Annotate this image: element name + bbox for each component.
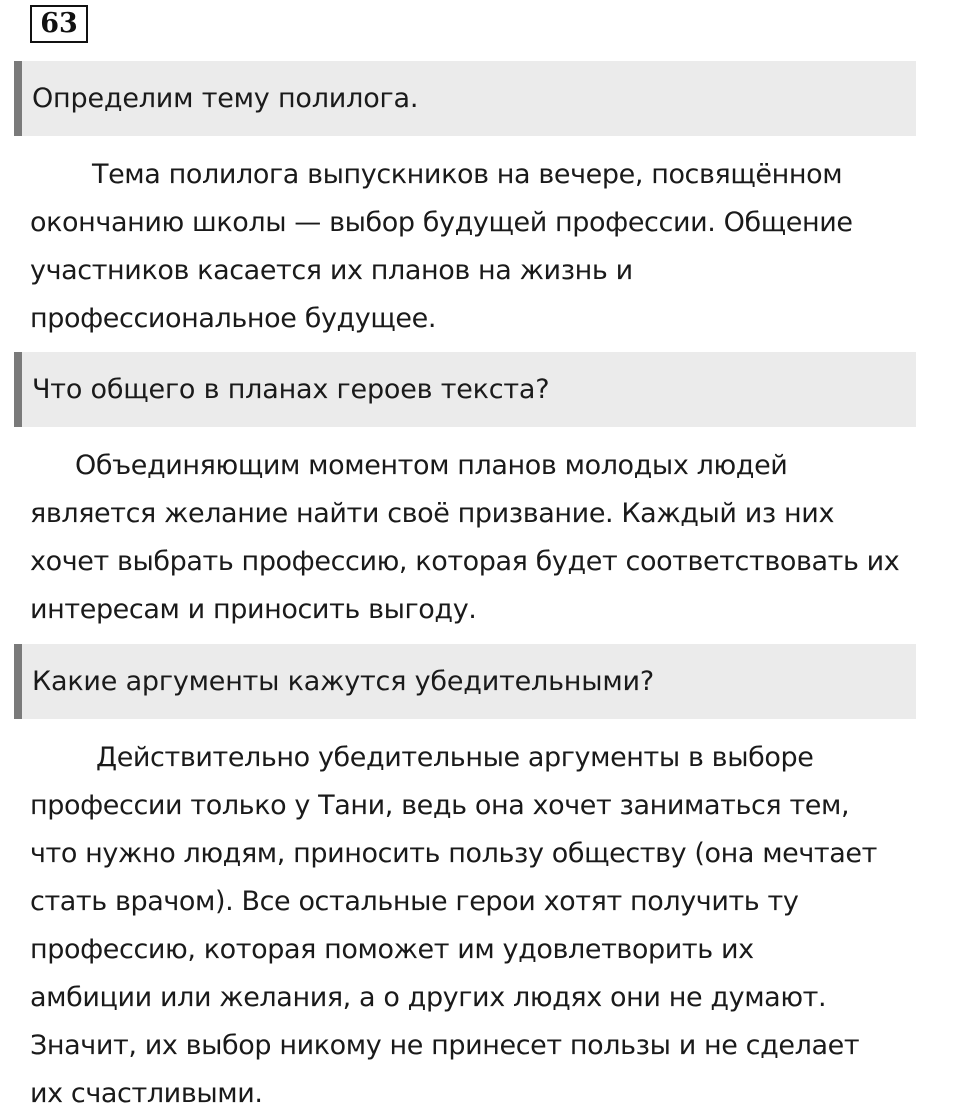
question-box-3 [14,644,916,719]
answer-3-line-5: профессию, которая поможет им удовлетворить их [30,934,754,965]
answer-3-line-3: что нужно людям, приносить пользу обществу (она мечтает [30,838,877,869]
answer-1-line-3: участников касается их планов на жизнь и [30,255,633,286]
answer-2-line-3: хочет выбрать профессию, которая будет соответствовать их [30,546,900,577]
task-number-badge: 63 [30,5,88,43]
question-2-text: Что общего в планах героев текста? [32,374,550,405]
question-box-2 [14,352,916,427]
answer-3-line-1: Действительно убедительные аргументы в выборе [96,742,814,773]
answer-3-line-8: их счастливыми. [30,1078,263,1109]
question-3-text: Какие аргументы кажутся убедительными? [32,666,655,697]
question-1-text: Определим тему полилога. [32,83,419,114]
answer-3-line-4: стать врачом). Все остальные герои хотят получить ту [30,886,799,917]
answer-2-line-2: является желание найти своё призвание. Каждый из них [30,498,835,529]
answer-3-line-7: Значит, их выбор никому не принесет пользы и не сделает [30,1030,860,1061]
answer-1-line-4: профессиональное будущее. [30,303,437,334]
answer-1-line-1: Тема полилога выпускников на вечере, посвящённом [92,159,843,190]
answer-3-line-6: амбиции или желания, а о других людях они не думают. [30,982,827,1013]
answer-1 [30,151,945,343]
answer-2-line-4: интересам и приносить выгоду. [30,594,477,625]
question-box-1 [14,61,916,136]
answer-2 [30,442,945,634]
answer-2-line-1: Объединяющим моментом планов молодых людей [75,450,788,481]
answer-1-line-2: окончанию школы — выбор будущей профессии. Общение [30,207,853,238]
answer-3-line-2: профессии только у Тани, ведь она хочет заниматься тем, [30,790,850,821]
answer-3 [30,734,945,1118]
